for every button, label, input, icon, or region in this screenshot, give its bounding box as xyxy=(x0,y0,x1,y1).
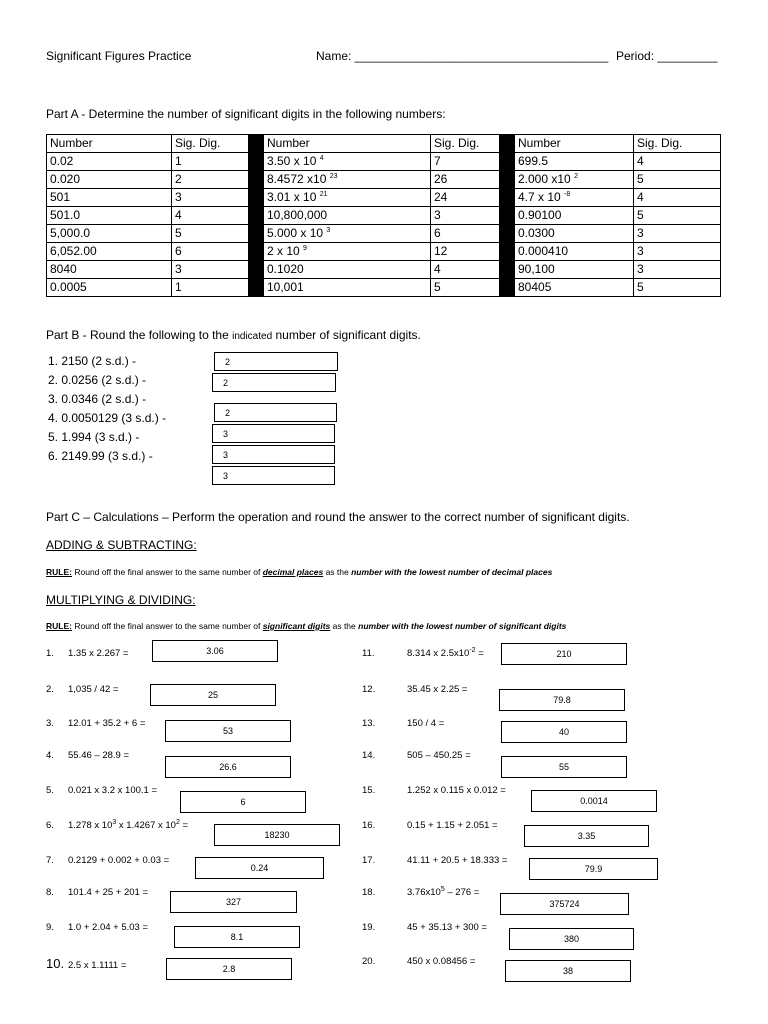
problem-number: 18. xyxy=(362,887,376,898)
column-separator xyxy=(500,225,515,243)
table-header-row xyxy=(47,135,721,153)
problem-expression: 0.15 + 1.15 + 2.051 = xyxy=(407,820,498,831)
table-row xyxy=(47,279,721,297)
problem-expression: 101.4 + 25 + 201 = xyxy=(68,887,149,898)
column-separator xyxy=(500,153,515,171)
part-b-title xyxy=(46,328,421,342)
rounding-answer-box[interactable]: 2 xyxy=(214,403,337,422)
rounding-answer-box[interactable]: 3 xyxy=(212,424,335,443)
part-b-title-prefix: Part B - Round the following to the xyxy=(46,328,233,342)
sig-dig-cell: 24 xyxy=(431,189,500,207)
calculation-problem xyxy=(362,855,507,866)
answer-box[interactable]: 2.8 xyxy=(166,958,292,980)
column-separator xyxy=(500,189,515,207)
problem-expression: 1.35 x 2.267 = xyxy=(68,648,129,659)
rule-text: as the xyxy=(323,567,352,577)
column-header: Sig. Dig. xyxy=(634,135,721,153)
problem-number: 16. xyxy=(362,820,376,831)
sig-dig-cell: 2 xyxy=(172,171,249,189)
rule-emphasis: significant digits xyxy=(262,621,331,631)
number-cell: 501.0 xyxy=(47,207,172,225)
sig-dig-cell: 3 xyxy=(634,243,721,261)
column-separator xyxy=(249,225,264,243)
answer-box[interactable]: 53 xyxy=(165,720,291,742)
sig-dig-cell: 4 xyxy=(634,189,721,207)
number-cell xyxy=(515,243,634,261)
answer-box[interactable]: 3.35 xyxy=(524,825,649,847)
column-separator xyxy=(500,279,515,297)
number-cell xyxy=(264,243,431,261)
calculation-problem xyxy=(362,820,498,831)
table-row xyxy=(47,225,721,243)
table-row xyxy=(47,171,721,189)
problem-expression: = xyxy=(475,648,484,659)
column-separator xyxy=(500,171,515,189)
rule-label: RULE: xyxy=(46,567,72,577)
number-base: 0.1020 xyxy=(267,262,304,276)
problem-expression: 35.45 x 2.25 = xyxy=(407,684,468,695)
sig-dig-cell: 7 xyxy=(431,153,500,171)
number-exponent: 21 xyxy=(319,191,328,198)
calculation-problem xyxy=(362,718,444,729)
sig-dig-cell: 4 xyxy=(431,261,500,279)
problem-expression: 45 + 35.13 + 300 = xyxy=(407,922,488,933)
number-base: 80405 xyxy=(518,280,552,294)
number-base: 2 x 10 xyxy=(267,244,300,258)
calculation-problem xyxy=(362,750,471,761)
sig-dig-cell: 3 xyxy=(634,261,721,279)
rule-text: as the xyxy=(330,621,359,631)
column-separator xyxy=(249,243,264,261)
number-cell: 0.02 xyxy=(47,153,172,171)
problem-number: 19. xyxy=(362,922,376,933)
calculation-problem xyxy=(46,887,148,898)
sig-dig-cell: 6 xyxy=(172,243,249,261)
rounding-question: 3. 0.0346 (2 s.d.) - xyxy=(48,392,147,406)
calculation-problem xyxy=(362,887,479,898)
number-cell xyxy=(264,153,431,171)
answer-box[interactable]: 79.8 xyxy=(499,689,625,711)
answer-box[interactable]: 327 xyxy=(170,891,297,913)
part-b-title-suffix: number of significant digits. xyxy=(272,328,421,342)
table-row xyxy=(47,261,721,279)
column-separator xyxy=(249,189,264,207)
rounding-question: 4. 0.0050129 (3 s.d.) - xyxy=(48,411,167,425)
problem-expression: 8.314 x 2.5x10 xyxy=(407,648,470,659)
exponent: 2 xyxy=(175,818,180,826)
answer-box[interactable]: 380 xyxy=(509,928,634,950)
table-row xyxy=(47,153,721,171)
column-separator xyxy=(249,279,264,297)
number-cell: 0.020 xyxy=(47,171,172,189)
number-cell: 501 xyxy=(47,189,172,207)
column-separator xyxy=(249,261,264,279)
problem-number: 10. xyxy=(46,956,65,971)
column-separator xyxy=(500,261,515,279)
problem-number: 12. xyxy=(362,684,376,695)
sig-dig-cell: 4 xyxy=(172,207,249,225)
problem-expression: 41.11 + 20.5 + 18.333 = xyxy=(407,855,508,866)
number-exponent: 4 xyxy=(319,155,324,162)
number-base: 10,800,000 xyxy=(267,208,328,222)
column-separator xyxy=(249,171,264,189)
column-separator xyxy=(249,207,264,225)
multiplying-dividing-heading: MULTIPLYING & DIVIDING: xyxy=(46,593,196,607)
exponent: 5 xyxy=(440,885,445,893)
problem-expression: x 1.4267 x 10 xyxy=(116,820,176,831)
number-exponent: 3 xyxy=(326,227,331,234)
problem-expression: 1.0 + 2.04 + 5.03 = xyxy=(68,922,149,933)
calculation-problem xyxy=(362,785,506,796)
problem-expression: 1,035 / 42 = xyxy=(68,684,119,695)
number-base: 5.000 x 10 xyxy=(267,226,324,240)
problem-number: 13. xyxy=(362,718,376,729)
problem-expression: 1.252 x 0.115 x 0.012 = xyxy=(407,785,506,796)
problem-number: 4. xyxy=(46,750,54,761)
sig-dig-cell: 1 xyxy=(172,153,249,171)
column-separator xyxy=(500,207,515,225)
sig-dig-cell: 3 xyxy=(172,189,249,207)
number-base: 0.0300 xyxy=(518,226,555,240)
problem-expression: 1.278 x 10 xyxy=(68,820,113,831)
problem-number: 3. xyxy=(46,718,54,729)
problem-number: 15. xyxy=(362,785,376,796)
number-cell xyxy=(515,171,634,189)
problem-expression: 150 / 4 = xyxy=(407,718,445,729)
problem-number: 9. xyxy=(46,922,54,933)
problem-expression: 505 – 450.25 = xyxy=(407,750,471,761)
column-separator xyxy=(500,135,515,153)
calculation-problem xyxy=(362,684,467,695)
sig-dig-cell: 3 xyxy=(431,207,500,225)
problem-expression: – 276 = xyxy=(444,887,480,898)
answer-box[interactable]: 210 xyxy=(501,643,627,665)
rounding-answer-box[interactable]: 3 xyxy=(212,445,335,464)
calculation-problem xyxy=(46,922,148,933)
problem-number: 8. xyxy=(46,887,54,898)
calculation-problem xyxy=(362,956,475,967)
calculation-problem xyxy=(46,684,118,695)
calculation-problem xyxy=(46,956,126,971)
problem-number: 17. xyxy=(362,855,376,866)
answer-box[interactable]: 40 xyxy=(501,721,627,743)
calculation-problem xyxy=(362,922,487,933)
rounding-answer-box[interactable]: 3 xyxy=(212,466,335,485)
sig-dig-cell: 6 xyxy=(431,225,500,243)
column-separator xyxy=(249,153,264,171)
part-c-title: Part C – Calculations – Perform the operation and round the answer to the correct number of significant digits. xyxy=(46,510,630,524)
rounding-question: 2. 0.0256 (2 s.d.) - xyxy=(48,373,147,387)
column-header: Number xyxy=(515,135,634,153)
number-base: 3.01 x 10 xyxy=(267,190,317,204)
answer-box[interactable]: 26.6 xyxy=(165,756,291,778)
sig-dig-cell: 12 xyxy=(431,243,500,261)
number-base: 10,001 xyxy=(267,280,304,294)
rule-label: RULE: xyxy=(46,621,72,631)
rounding-answer-box[interactable]: 2 xyxy=(214,352,338,371)
problem-number: 7. xyxy=(46,855,54,866)
part-a-title: Part A - Determine the number of significant digits in the following numbers: xyxy=(46,107,446,121)
number-cell xyxy=(264,171,431,189)
problem-number: 5. xyxy=(46,785,54,796)
problem-number: 2. xyxy=(46,684,54,695)
problem-number: 20. xyxy=(362,956,376,967)
number-base: 8.4572 x10 xyxy=(267,172,327,186)
number-base: 0.90100 xyxy=(518,208,562,222)
number-cell: 8040 xyxy=(47,261,172,279)
rule-emphasis: number with the lowest number of decimal places xyxy=(351,567,553,577)
problem-number: 11. xyxy=(362,648,375,659)
number-base: 0.000410 xyxy=(518,244,569,258)
sig-dig-cell: 5 xyxy=(634,207,721,225)
number-cell xyxy=(515,153,634,171)
number-cell xyxy=(515,225,634,243)
answer-box[interactable]: 25 xyxy=(150,684,276,706)
number-cell xyxy=(515,279,634,297)
number-cell xyxy=(264,279,431,297)
multiplying-rule xyxy=(46,621,566,631)
calculation-problem xyxy=(362,648,484,659)
table-row xyxy=(47,207,721,225)
answer-box[interactable]: 0.0014 xyxy=(531,790,657,812)
number-cell: 0.0005 xyxy=(47,279,172,297)
calculation-problem xyxy=(46,785,157,796)
number-cell xyxy=(515,261,634,279)
sig-dig-cell: 3 xyxy=(634,225,721,243)
number-cell xyxy=(264,207,431,225)
column-separator xyxy=(500,243,515,261)
sig-dig-cell: 5 xyxy=(172,225,249,243)
number-base: 699.5 xyxy=(518,154,549,168)
calculation-problem xyxy=(46,648,128,659)
rule-emphasis: number with the lowest number of significant digits xyxy=(358,621,567,631)
number-cell xyxy=(515,189,634,207)
number-base: 3.50 x 10 xyxy=(267,154,317,168)
rule-text: Round off the final answer to the same number of xyxy=(71,621,263,631)
sig-dig-cell: 5 xyxy=(634,171,721,189)
adding-rule xyxy=(46,567,552,577)
problem-expression: 2.5 x 1.1111 = xyxy=(68,960,127,971)
exponent: 3 xyxy=(112,818,117,826)
problem-number: 14. xyxy=(362,750,376,761)
number-cell xyxy=(515,207,634,225)
adding-subtracting-heading: ADDING & SUBTRACTING: xyxy=(46,538,197,552)
number-base: 2.000 x10 xyxy=(518,172,571,186)
problem-expression: 3.76x10 xyxy=(407,887,441,898)
exponent: -2 xyxy=(469,646,476,654)
problem-expression: 0.021 x 3.2 x 100.1 = xyxy=(68,785,157,796)
number-cell xyxy=(264,261,431,279)
number-cell xyxy=(264,189,431,207)
problem-expression: 0.2129 + 0.002 + 0.03 = xyxy=(68,855,170,866)
column-header: Number xyxy=(264,135,431,153)
rule-emphasis: decimal places xyxy=(262,567,324,577)
column-header: Sig. Dig. xyxy=(431,135,500,153)
problem-expression: 12.01 + 35.2 + 6 = xyxy=(68,718,146,729)
number-exponent: -8 xyxy=(564,191,571,198)
answer-box[interactable]: 0.24 xyxy=(195,857,324,879)
number-cell: 6,052.00 xyxy=(47,243,172,261)
answer-box[interactable]: 375724 xyxy=(500,893,629,915)
column-header: Sig. Dig. xyxy=(172,135,249,153)
column-header: Number xyxy=(47,135,172,153)
sig-dig-cell: 5 xyxy=(634,279,721,297)
sig-digits-table xyxy=(46,134,721,297)
problem-number: 6. xyxy=(46,820,54,831)
name-field[interactable]: Name: ______________________________________ xyxy=(316,49,609,63)
rounding-question: 1. 2150 (2 s.d.) - xyxy=(48,354,137,368)
problem-expression: = xyxy=(179,820,189,831)
sig-dig-cell: 5 xyxy=(431,279,500,297)
calculation-problem xyxy=(46,820,188,831)
table-row xyxy=(47,243,721,261)
sig-dig-cell: 1 xyxy=(172,279,249,297)
number-cell xyxy=(264,225,431,243)
table-row xyxy=(47,189,721,207)
part-b-title-small: indicated xyxy=(232,331,273,342)
calculation-problem xyxy=(46,718,145,729)
worksheet-title: Significant Figures Practice xyxy=(46,49,192,63)
calculation-problem xyxy=(46,855,169,866)
calculation-problem xyxy=(46,750,129,761)
column-separator xyxy=(249,135,264,153)
number-exponent: 23 xyxy=(329,173,338,180)
number-cell: 5,000.0 xyxy=(47,225,172,243)
answer-box[interactable]: 3.06 xyxy=(152,640,278,662)
problem-expression: 55.46 – 28.9 = xyxy=(68,750,130,761)
period-field[interactable]: Period: _________ xyxy=(616,49,718,63)
number-exponent: 2 xyxy=(574,173,578,180)
answer-box[interactable]: 79.9 xyxy=(529,858,658,880)
answer-box[interactable]: 18230 xyxy=(214,824,340,846)
sig-dig-cell: 3 xyxy=(172,261,249,279)
number-base: 90,100 xyxy=(518,262,555,276)
number-exponent: 9 xyxy=(303,245,307,252)
sig-dig-cell: 4 xyxy=(634,153,721,171)
answer-box[interactable]: 8.1 xyxy=(174,926,300,948)
problem-number: 1. xyxy=(46,648,54,659)
rounding-question: 6. 2149.99 (3 s.d.) - xyxy=(48,449,153,463)
answer-box[interactable]: 6 xyxy=(180,791,306,813)
answer-box[interactable]: 38 xyxy=(505,960,631,982)
number-base: 4.7 x 10 xyxy=(518,190,561,204)
part-b-list xyxy=(48,352,166,466)
problem-expression: 450 x 0.08456 = xyxy=(407,956,476,967)
rule-text: Round off the final answer to the same number of xyxy=(71,567,263,577)
sig-dig-cell: 26 xyxy=(431,171,500,189)
answer-box[interactable]: 55 xyxy=(501,756,627,778)
rounding-answer-box[interactable]: 2 xyxy=(212,373,336,392)
rounding-question: 5. 1.994 (3 s.d.) - xyxy=(48,430,140,444)
